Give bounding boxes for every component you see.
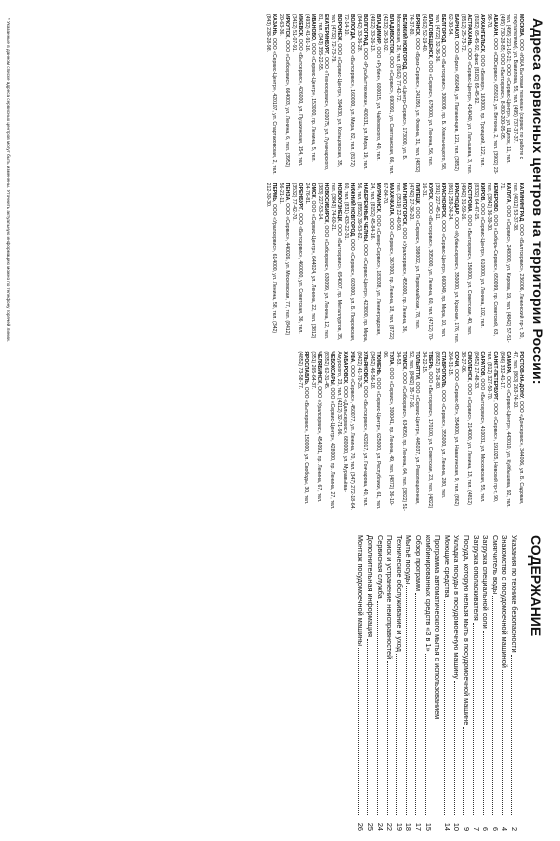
contents-item-page: 6 bbox=[481, 826, 491, 831]
service-address: ООО «Сервис-Центр», 610000, ул. Ленина, 102, тел. (8332) 64-47-15. bbox=[472, 182, 485, 328]
contents-item-label: Загрузка ополаскивателя bbox=[471, 535, 481, 621]
service-address: ООО «Сервис-Центр», 660049, пр. Мира, 10, тел. (391) 227-45-11. bbox=[433, 182, 446, 338]
contents-item[interactable] bbox=[375, 535, 384, 831]
service-center-entry: ПЕРМЬ, ООО «Уралсервис», 614000, ул. Ленина, 58, тел. (342) 212-30-30. bbox=[264, 182, 277, 334]
service-city: ЯРОСЛАВЛЬ bbox=[303, 351, 310, 384]
service-address: ООО «Бытсервис», 308009, пр. Б. Хмельницкого, 58, тел. (4722) 32-36-36. bbox=[433, 14, 446, 171]
service-city: КИРОВ bbox=[479, 182, 485, 201]
service-center-entry: УФА, ООО «Сервис», 450077, ул. Ленина, 70, тел. (347) 272-18-64. bbox=[349, 351, 355, 510]
contents-item[interactable] bbox=[471, 535, 480, 831]
contents-leader-dots bbox=[377, 601, 378, 815]
service-center-entry: ЧЕБОКСАРЫ, ООО «Сервис-Центр», 428000, пр. Ленина, 27, тел. (8352) 62-31-45. bbox=[323, 351, 336, 510]
service-address: ООО «Сервис-Центр», 625000, ул. Республики, 61, тел. (3452) 46-56-18. bbox=[368, 351, 381, 510]
service-city: СМОЛЕНСК bbox=[466, 351, 472, 381]
service-center-entry: КАЗАНЬ, ООО «Сервис-Центр», 420107, ул. Спартаковская, 2, тел. (843) 238-28-98. bbox=[264, 14, 277, 175]
service-center-entry: САМАРА, ООО «Сервис-Центр», 443010, ул. Куйбышева, 92, тел. (846) 332-41-17. bbox=[498, 351, 511, 508]
service-address: ООО «Дальсервис», 680000, ул. Муравьёва-Амурского, 23, тел. (4212) 32-71-96. bbox=[336, 351, 349, 492]
contents-leader-dots bbox=[454, 681, 455, 815]
service-address: ООО «Бытсервис», 305000, ул. Ленина, 60, тел. (4712) 70-16-31. bbox=[420, 182, 433, 341]
service-center-entry: КРАСНОДАР, ООО «Кубаньсервис», 350000, ул. Красная, 176, тел. (861) 259-24-24. bbox=[446, 182, 459, 344]
service-center-entry: КУРСК, ООО «Бытсервис», 305000, ул. Ленина, 60, тел. (4712) 70-16-31. bbox=[420, 182, 433, 341]
service-address: ООО «Сервис-Центр», 394030, ул. Кольцовская, 35, тел. (4732) 72-73-79. bbox=[329, 14, 342, 167]
service-address: ООО «Сервис-Центр», 445037, ул. Революционная, 52, тел. (8482) 35-77-16. bbox=[407, 351, 420, 505]
service-center-entry: ВЛАДИМИР, ООО «Рубин», 600015, ул. Чайковского, 40, тел. (4922) 33-26-13. bbox=[368, 14, 381, 161]
service-center-entry: МАХАЧКАЛА, ООО «Сервис», 367000, пр. Ленина, 18, тел. (8722) 67-84-70. bbox=[381, 182, 394, 340]
contents-list bbox=[356, 535, 518, 831]
contents-item[interactable] bbox=[500, 535, 509, 831]
service-center-entry: ТУЛА, ООО «Сервис», 300041, пр. Ленина, 49, тел. (4872) 36-10-06. bbox=[381, 351, 394, 506]
contents-item[interactable] bbox=[394, 535, 403, 831]
service-city: ВЛАДИВОСТОК bbox=[388, 14, 394, 54]
contents-item-label: Мытьё посуды bbox=[404, 535, 414, 585]
service-address: ООО «Сервис-Центр», 644024, ул. Ленина, 22, тел. (3812) 24-76-81. bbox=[303, 182, 316, 339]
service-city: МУРМАНСК bbox=[375, 182, 381, 212]
service-address: ООО «СВСервис», 655012, ул. Вяткина, 2, тел. (3902) 23-98-70. bbox=[485, 14, 498, 175]
service-city: ВЛАДИМИР bbox=[375, 14, 381, 44]
contents-item[interactable] bbox=[509, 535, 518, 831]
service-address: ООО «Балтсервис», 236006, Ленинский пр-т, 30, тел. (4012) 53-37-38. bbox=[511, 182, 524, 339]
service-center-entry: ТОМСК, ООО «Сибсервис», 634050, пр. Ленина, 64, тел. (3822) 51-34-53. bbox=[394, 351, 407, 511]
contents-item-page: 14 bbox=[442, 822, 452, 831]
service-city: АСТРАХАНЬ bbox=[466, 14, 472, 46]
service-center-entry: АСТРАХАНЬ, ООО «Сервис-Центр», 414040, ул. Латышева, 3, тел. (8512) 25-73-72. bbox=[459, 14, 472, 174]
service-address: ООО «Сервис-Центр», 428000, пр. Ленина, 27, тел. (8352) 62-31-45. bbox=[323, 351, 336, 510]
service-center-entry: КАЛУГА, ООО «Сервис», 248000, ул. Кирова, 19, тел. (4842) 57-51-71. bbox=[498, 182, 511, 343]
service-address: ООО «Сибсервис», 634050, пр. Ленина, 64, тел. (3822) 51-34-53. bbox=[394, 351, 407, 511]
contents-item[interactable] bbox=[433, 535, 442, 831]
service-city: ИВАНОВО bbox=[310, 14, 316, 40]
service-city: КУРСК bbox=[427, 182, 433, 200]
service-city: РОСТОВ-НА-ДОНУ bbox=[518, 351, 524, 399]
service-center-entry: БЛАГОВЕЩЕНСК, ООО «Сервис», 675000, ул. Ленина, 56, тел. (4162) 52-19-40. bbox=[420, 14, 433, 166]
service-centers-section bbox=[6, 14, 546, 512]
service-address: ООО «Сервис», 690091, ул. Светланская, 66, тел. (4232) 26-30-02. bbox=[381, 14, 394, 175]
service-city: ВОЛГОГРАД bbox=[362, 14, 368, 46]
contents-item-label: Моющие средства bbox=[442, 535, 452, 598]
contents-item[interactable] bbox=[452, 535, 461, 831]
contents-item[interactable] bbox=[366, 535, 375, 831]
contents-leader-dots bbox=[473, 623, 474, 815]
service-center-entry: ЕКАТЕРИНБУРГ, ООО «Техносервис», 620075, ул. Луначарского, 81, тел. (343) 355-22-55. bbox=[316, 14, 329, 171]
contents-leader-dots bbox=[511, 655, 512, 815]
service-center-entry: ХАБАРОВСК, ООО «Дальсервис», 680000, ул. Муравьёва-Амурского, 23, тел. (4212) 32-71-96. bbox=[336, 351, 349, 492]
contents-item-page: 25 bbox=[366, 822, 376, 831]
service-center-entry: СОЧИ, ООО «Сервис-Юг», 354000, ул. Навагинская, 9, тел. (862) 264-31-15. bbox=[446, 351, 459, 507]
service-address: ООО «Бытсервис», 460000, ул. Советская, 36, тел. (3532) 77-42-70. bbox=[290, 182, 303, 334]
service-city: КРАСНОЯРСК bbox=[440, 182, 446, 218]
service-center-entry: САНКТ-ПЕТЕРБУРГ, ООО «Сервис», 191025, Невский пр-т, 90, тел. (812) 327-50-70. bbox=[485, 351, 498, 503]
service-address: ООО «Бриз-Сервис», 241050, ул. Фокина, 31, тел. (4832) 74-37-80. bbox=[407, 14, 420, 173]
service-address: ООО «Сервис», 214000, ул. Ленина, 13, тел. (4812) 38-27-06. bbox=[459, 351, 472, 505]
service-center-entry: КИРОВ, ООО «Сервис-Центр», 610000, ул. Ленина, 102, тел. (8332) 64-47-15. bbox=[472, 182, 485, 328]
service-address: ООО «Бриз», 656049, ул. Папанинцев, 121, тел. (3852) 62-30-54. bbox=[446, 14, 459, 171]
service-city: НОВОСИБИРСК bbox=[323, 182, 329, 223]
service-city: ТЮМЕНЬ bbox=[375, 351, 381, 375]
service-center-entry: ВОЛОГДА, ООО «Бытсервис», 160000, ул. Мира, 82, тел. (8172) 72-14-10. bbox=[342, 14, 355, 167]
contents-item[interactable] bbox=[404, 535, 413, 831]
service-city: ОМСК bbox=[310, 182, 316, 198]
contents-leader-dots bbox=[406, 586, 407, 815]
service-city: САРАТОВ bbox=[479, 351, 485, 376]
service-city: КОСТРОМА bbox=[466, 182, 472, 212]
service-city: ВОЛОГДА bbox=[349, 14, 355, 39]
service-city: ЕКАТЕРИНБУРГ bbox=[323, 14, 329, 55]
service-city: САМАРА bbox=[505, 351, 511, 374]
contents-leader-dots bbox=[387, 661, 388, 815]
service-address: ООО «Сервис-Центр», 153000, пр. Ленина, 5, тел. (4932) 41-91-16. bbox=[303, 14, 316, 162]
contents-item-label: комбинированных средств «3 в 1» bbox=[423, 535, 433, 652]
service-center-entry: КОСТРОМА, ООО «Бытсервис», 156000, ул. Советская, 40, тел. (4942) 31-59-16. bbox=[459, 182, 472, 336]
service-address: ООО «Беккер», 163000, пр. Троицкий, 122, тел. (8182) 65-45-92, факс (8182) 65-45-92. bbox=[472, 14, 485, 167]
service-center-entry: СМОЛЕНСК, ООО «Сервис», 214000, ул. Ленина, 13, тел. (4812) 38-27-06. bbox=[459, 351, 472, 505]
service-center-entry: НИЖНИЙ НОВГОРОД, ООО «Сервис», 603000, ул. Б. Покровская, 60, тел. (831) 433-22-31. bbox=[342, 182, 355, 342]
contents-item-page: 15 bbox=[423, 822, 433, 831]
contents-leader-dots bbox=[463, 727, 464, 815]
contents-item-label: Техническое обслуживание и уход bbox=[394, 535, 404, 652]
contents-leader-dots bbox=[502, 670, 503, 815]
service-city: МОСКВА bbox=[518, 14, 524, 37]
service-center-entry: ИВАНОВО, ООО «Сервис-Центр», 153000, пр. Ленина, 5, тел. (4932) 41-91-16. bbox=[303, 14, 316, 162]
service-city: ПЕНЗА bbox=[284, 182, 290, 201]
service-center-entry: ИЖЕВСК, ООО «Бытсервис», 426000, ул. Пушкинская, 154, тел. (3412) 51-07-91. bbox=[290, 14, 303, 167]
service-address: тел. (495) 221-16-21; ООО «Сервис-Центр», ул. Щипок, 11, тел. (495) 730-28-85; ООО «Бытсервис», 8-800-200-05-05. bbox=[498, 14, 511, 164]
contents-item-page: 18 bbox=[404, 822, 414, 831]
service-city: ЧЕБОКСАРЫ bbox=[329, 351, 336, 385]
service-center-entry: ВЛАДИВОСТОК, ООО «Сервис», 690091, ул. Светланская, 66, тел. (4232) 26-30-02. bbox=[381, 14, 394, 175]
service-address: ООО «Центр-Сервис», 173000, ул. Б. Московская, 26, тел. (8162) 77-42-72. bbox=[394, 14, 407, 161]
service-address: ООО «Уралсервис», 614000, ул. Ленина, 58, тел. (342) 212-30-30. bbox=[264, 182, 277, 334]
service-address: ООО «ЮКА Бытовая техника» (сервис по работе с покупателями), ул. Вавилова, 55, тел. (495) 737-37-37. bbox=[511, 14, 524, 160]
service-city: БЕЛГОРОД bbox=[440, 14, 446, 43]
contents-item-label: Сервисная служба bbox=[375, 535, 385, 599]
service-city: УФА bbox=[349, 351, 355, 363]
service-center-entry: БАРНАУЛ, ООО «Бриз», 656049, ул. Папанинцев, 121, тел. (3852) 62-30-54. bbox=[446, 14, 459, 171]
service-center-entry: НОВОКУЗНЕЦК, ООО «Бытсервис», 654007, пр. Металлургов, 35, тел. (3843) 74-60-21. bbox=[329, 182, 342, 341]
service-city: ЛИПЕЦК bbox=[414, 182, 420, 204]
service-address: ООО «Сервис», 440026, ул. Московская, 77, тел. (8412) 56-21-11. bbox=[277, 182, 290, 336]
service-city: БЛАГОВЕЩЕНСК bbox=[427, 14, 433, 58]
service-address: ООО «Сервис», 355000, ул. Ленина, 280, тел. (8652) 35-26-80. bbox=[433, 351, 446, 499]
service-center-entry: ЛИПЕЦК, ООО «Сервис», 398002, ул. Первомайская, 78, тел. (4742) 27-36-20. bbox=[407, 182, 420, 330]
contents-item-label: Укладка посуды в посудомоечную машину bbox=[452, 535, 462, 680]
service-center-entry: НОВОСИБИРСК, ООО «Сибсервис», 630099, ул. Ленина, 12, тел. (383) 227-53-14. bbox=[316, 182, 329, 340]
contents-title: СОДЕРЖАНИЕ bbox=[528, 535, 544, 637]
service-center-entry: АБАКАН, ООО «СВСервис», 655012, ул. Вяткина, 2, тел. (3902) 23-98-70. bbox=[485, 14, 498, 175]
contents-item-page: 19 bbox=[394, 822, 404, 831]
service-address: ООО «Уралсервис», 455000, пр. Ленина, 36, тел. (3519) 22-40-50. bbox=[394, 182, 407, 333]
service-center-entry: КАЛИНИНГРАД, ООО «Балтсервис», 236006, Ленинский пр-т, 30, тел. (4012) 53-37-38. bbox=[511, 182, 524, 339]
service-center-entry: НАБЕРЕЖНЫЕ ЧЕЛНЫ, ООО «Сервис-Центр», 423800, пр. Мира, 56, тел. (8552) 39-53-82. bbox=[355, 182, 368, 342]
contents-item[interactable] bbox=[385, 535, 394, 831]
contents-item-page: 24 bbox=[375, 822, 385, 831]
contents-item-label: Программа автоматического мытья с использованием bbox=[433, 535, 443, 720]
service-address: ООО «Сервис», 367000, пр. Ленина, 18, тел. (8722) 67-84-70. bbox=[381, 182, 394, 340]
contents-item-label: Знакомство с посудомоечной машиной bbox=[500, 535, 510, 668]
contents-item-page: 10 bbox=[452, 822, 462, 831]
service-address: ООО «Сервис», 675000, ул. Ленина, 56, тел. (4162) 52-19-40. bbox=[420, 14, 433, 166]
contents-item[interactable] bbox=[413, 535, 422, 831]
service-center-entry: ОРЕНБУРГ, ООО «Бытсервис», 460000, ул. Советская, 36, тел. (3532) 77-42-70. bbox=[290, 182, 303, 334]
contents-item[interactable] bbox=[442, 535, 451, 831]
service-address: ООО «Кубаньсервис», 350000, ул. Красная, 176, тел. (861) 259-24-24. bbox=[446, 182, 459, 344]
contents-item-page: 7 bbox=[471, 826, 481, 831]
service-center-entry: БЕЛГОРОД, ООО «Бытсервис», 308009, пр. Б. Хмельницкого, 58, тел. (4722) 32-36-36. bbox=[433, 14, 446, 171]
service-center-entry: УЛЬЯНОВСК, ООО «Бытсервис», 432017, ул. Гончарова, 40, тел. (8422) 41-70-25. bbox=[355, 351, 368, 507]
contents-item-page: 4 bbox=[500, 826, 510, 831]
service-city: БАРНАУЛ bbox=[453, 14, 459, 39]
service-center-entry: САРАТОВ, ООО «Бытсервис», 410031, ул. Московская, 55, тел. (8452) 27-48-33. bbox=[472, 351, 485, 503]
service-center-entry: СТАВРОПОЛЬ, ООО «Сервис», 355000, ул. Ленина, 280, тел. (8652) 35-26-80. bbox=[433, 351, 446, 499]
service-center-entry: ИРКУТСК, ООО «Сибсервис», 664003, ул. Ленина, 6, тел. (3952) 20-63-36. bbox=[277, 14, 290, 168]
service-center-entry: АРХАНГЕЛЬСК, ООО «Беккер», 163000, пр. Троицкий, 122, тел. (8182) 65-45-92, факс (8182) 65-45-92. bbox=[472, 14, 485, 167]
service-center-entry: ЯРОСЛАВЛЬ, ООО «Бытсервис», 150000, ул. Свободы, 30, тел. (4852) 73-58-77. bbox=[297, 351, 310, 505]
contents-item-label: Обзор программ bbox=[414, 535, 424, 591]
service-city: НАБЕРЕЖНЫЕ ЧЕЛНЫ bbox=[362, 182, 368, 242]
service-center-entry: ЧЕЛЯБИНСК, ООО «Уралсервис», 454091, пр. Ленина, 67, тел. (351) 265-64-37. bbox=[310, 351, 323, 503]
service-address: ООО «Сибсервис», 630099, ул. Ленина, 12, тел. (383) 227-53-14. bbox=[316, 182, 329, 340]
service-center-entry bbox=[499, 14, 511, 175]
service-center-entry: РОСТОВ-НА-ДОНУ, ООО «Донсервис», 344006, ул. Б. Садовая, 47, тел. (863) 263-74-10. bbox=[511, 351, 524, 505]
contents-leader-dots bbox=[492, 596, 493, 815]
service-address: ООО «Сервис-Юг», 354000, ул. Навагинская, 9, тел. (862) 264-31-15. bbox=[446, 351, 459, 507]
service-address: ООО «Техносервис», 620075, ул. Луначарского, 81, тел. (343) 355-22-55. bbox=[316, 14, 329, 171]
service-city: НОВОКУЗНЕЦК bbox=[336, 182, 342, 222]
service-address: ООО «Бытсервис», 432017, ул. Гончарова, 40, тел. (8422) 41-70-25. bbox=[355, 351, 368, 507]
service-city: ИЖЕВСК bbox=[297, 14, 303, 36]
service-center-entry: ТВЕРЬ, ООО «Бытсервис», 170100, ул. Советская, 23, тел. (4822) 34-22-15. bbox=[420, 351, 433, 509]
contents-leader-dots bbox=[444, 600, 445, 815]
service-city: СТАВРОПОЛЬ bbox=[440, 351, 446, 388]
contents-item-label: Поиск и устранение неисправностей bbox=[385, 535, 395, 660]
service-address: ООО «Сервис», 450077, ул. Ленина, 70, тел. (347) 272-18-64. bbox=[349, 365, 355, 510]
contents-item-label: Указания по технике безопасности bbox=[510, 535, 519, 653]
service-address: ООО «Сервис», 248000, ул. Кирова, 19, тел. (4842) 57-51-71. bbox=[498, 182, 511, 343]
service-city: КРАСНОДАР bbox=[453, 182, 459, 215]
service-center-entry: ОМСК, ООО «Сервис-Центр», 644024, ул. Ленина, 22, тел. (3812) 24-76-81. bbox=[303, 182, 316, 339]
service-address: ООО «Сервис-Центр», 420107, ул. Спартаковская, 2, тел. (843) 238-28-98. bbox=[264, 14, 277, 175]
contents-item-page: 22 bbox=[385, 822, 395, 831]
service-address: ООО «Сибирь-Сервис», 650099, пр. Советский, 63, тел. (3842) 36-39-30. bbox=[485, 182, 498, 336]
service-column-3 bbox=[29, 351, 524, 512]
service-centers-columns bbox=[29, 14, 524, 512]
service-city: КЕМЕРОВО bbox=[492, 182, 498, 212]
contents-leader-dots bbox=[425, 654, 426, 816]
service-address: ООО «Уралсервис», 454091, пр. Ленина, 67, тел. (351) 265-64-37. bbox=[310, 351, 323, 503]
service-city: БРЯНСК bbox=[414, 14, 420, 36]
service-address: ООО «Сервис», 300041, пр. Ленина, 49, тел. (4872) 36-10-06. bbox=[381, 351, 394, 506]
service-address: ООО «Бытсервис», 156000, ул. Советская, 40, тел. (4942) 31-59-16. bbox=[459, 182, 472, 336]
contents-item[interactable] bbox=[461, 535, 470, 831]
service-city: ОРЕНБУРГ bbox=[297, 182, 303, 211]
contents-item-label: Загрузка специальной соли bbox=[481, 535, 491, 629]
service-city: МАГНИТОГОРСК bbox=[401, 182, 407, 225]
service-city: КАЛУГА bbox=[505, 182, 511, 203]
service-address: ООО «Бытсервис», 160000, ул. Мира, 82, тел. (8172) 72-14-10. bbox=[342, 14, 355, 167]
contents-item-label: Монтаж посудомоечной машины bbox=[356, 535, 366, 647]
service-city: ВОРОНЕЖ bbox=[336, 14, 342, 41]
service-city: КАЛИНИНГРАД bbox=[518, 182, 524, 222]
contents-leader-dots bbox=[358, 648, 359, 815]
contents-item-page: 6 bbox=[490, 826, 500, 831]
service-column-2 bbox=[29, 183, 524, 344]
contents-item[interactable] bbox=[356, 535, 365, 831]
service-city: ТВЕРЬ bbox=[427, 351, 433, 369]
service-address: ООО «Русьбыттехника», 400131, ул. Мира, 19, тел. (8442) 33-36-28. bbox=[355, 14, 368, 170]
service-city: ЧЕЛЯБИНСК bbox=[316, 351, 323, 384]
service-city: ВЕЛИКИЙ НОВГОРОД bbox=[401, 14, 407, 70]
service-center-entry: МАГНИТОГОРСК, ООО «Уралсервис», 455000, пр. Ленина, 36, тел. (3519) 22-40-50. bbox=[394, 182, 407, 333]
service-column-1 bbox=[29, 14, 524, 175]
service-city: ТОМСК bbox=[401, 351, 407, 370]
contents-item[interactable] bbox=[490, 535, 499, 831]
service-address: ООО «Сибсервис», 664003, ул. Ленина, 6, тел. (3952) 20-63-36. bbox=[277, 14, 290, 168]
service-city: НИЖНИЙ НОВГОРОД bbox=[349, 182, 355, 236]
service-center-entry: ВОЛГОГРАД, ООО «Русьбыттехника», 400131, ул. Мира, 19, тел. (8442) 33-36-28. bbox=[355, 14, 368, 170]
service-centers-title: Адреса сервисных центров на территории России: bbox=[530, 18, 546, 385]
service-center-entry: КРАСНОЯРСК, ООО «Сервис-Центр», 660049, пр. Мира, 10, тел. (391) 227-45-11. bbox=[433, 182, 446, 338]
service-city: МАХАЧКАЛА bbox=[388, 182, 394, 215]
contents-leader-dots bbox=[396, 654, 397, 815]
contents-leader-dots bbox=[483, 631, 484, 815]
service-city: САНКТ-ПЕТЕРБУРГ bbox=[492, 351, 498, 401]
contents-item[interactable] bbox=[481, 535, 490, 831]
service-address: ООО «Бытсервис», 150000, ул. Свободы, 30, тел. (4852) 73-58-77. bbox=[297, 351, 310, 505]
contents-leader-dots bbox=[415, 593, 416, 815]
service-city: ТОЛЬЯТТИ bbox=[414, 351, 420, 379]
contents-section bbox=[14, 535, 544, 831]
service-address: ООО «Север-Сервис», 183038, ул. Ленинградская, 24, тел. (8152) 45-84-16. bbox=[368, 182, 381, 336]
service-city: ИРКУТСК bbox=[284, 14, 290, 38]
contents-item-page: 9 bbox=[462, 826, 472, 831]
service-city: АРХАНГЕЛЬСК bbox=[479, 14, 485, 52]
service-center-entry: ПЕНЗА, ООО «Сервис», 440026, ул. Московская, 77, тел. (8412) 56-21-11. bbox=[277, 182, 290, 336]
service-city: КАЗАНЬ bbox=[271, 14, 277, 35]
service-center-entry: КЕМЕРОВО, ООО «Сибирь-Сервис», 650099, пр. Советский, 63, тел. (3842) 36-39-30. bbox=[485, 182, 498, 336]
service-city: ТУЛА bbox=[388, 351, 394, 365]
service-address: ООО «Сервис-Центр», 414040, ул. Латышева, 3, тел. (8512) 25-73-72. bbox=[459, 14, 472, 174]
service-center-entry: МОСКВА, ООО «ЮКА Бытовая техника» (сервис по работе с покупателями), ул. Вавилова, 55, тел. (495) 737-37-37. bbox=[511, 14, 524, 160]
service-center-entry: ТОЛЬЯТТИ, ООО «Сервис-Центр», 445037, ул. Революционная, 52, тел. (8482) 35-77-16. bbox=[407, 351, 420, 505]
service-footnote: * Указанные в данном списке адреса сервисных центров могут быть изменены. Уточнить актуальную информацию можно по телефону горячей линии. bbox=[6, 18, 11, 342]
service-city: ПЕРМЬ bbox=[271, 182, 277, 201]
contents-item-label: Посуда, которую нельзя мыть в посудомоечной машине bbox=[462, 535, 472, 726]
service-city: ХАБАРОВСК bbox=[342, 351, 349, 384]
service-address: ООО «Рубин», 600015, ул. Чайковского, 40, тел. (4922) 33-26-13. bbox=[368, 14, 381, 161]
service-center-entry: ВОРОНЕЖ, ООО «Сервис-Центр», 394030, ул. Кольцовская, 35, тел. (4732) 72-73-79. bbox=[329, 14, 342, 167]
service-center-entry: МУРМАНСК, ООО «Север-Сервис», 183038, ул. Ленинградская, 24, тел. (8152) 45-84-16. bbox=[368, 182, 381, 336]
service-address: ООО «Сервис-Центр», 423800, пр. Мира, 56, тел. (8552) 39-53-82. bbox=[355, 182, 368, 342]
service-address: ООО «Донсервис», 344006, ул. Б. Садовая, 47, тел. (863) 263-74-10. bbox=[511, 351, 524, 505]
service-city: СОЧИ bbox=[453, 351, 459, 367]
service-address: ООО «Бытсервис», 410031, ул. Московская, 55, тел. (8452) 27-48-33. bbox=[472, 351, 485, 503]
service-address: ООО «Сервис», 398002, ул. Первомайская, 78, тел. (4742) 27-36-20. bbox=[407, 182, 420, 330]
contents-item-label: Смягчитель воды bbox=[490, 535, 500, 595]
contents-item[interactable] bbox=[423, 535, 432, 831]
service-address: ООО «Сервис», 191025, Невский пр-т, 90, тел. (812) 327-50-70. bbox=[485, 351, 498, 503]
service-center-entry: ВЕЛИКИЙ НОВГОРОД, ООО «Центр-Сервис», 173000, ул. Б. Московская, 26, тел. (8162) 77-42-72. bbox=[394, 14, 407, 161]
service-city: УЛЬЯНОВСК bbox=[362, 351, 368, 383]
contents-item-page: 2 bbox=[510, 826, 519, 831]
contents-item-label: Дополнительная информация bbox=[366, 535, 376, 638]
service-city: АБАКАН bbox=[492, 14, 498, 36]
contents-leader-dots bbox=[368, 639, 369, 815]
service-center-entry: ТЮМЕНЬ, ООО «Сервис-Центр», 625000, ул. Республики, 61, тел. (3452) 46-56-18. bbox=[368, 351, 381, 510]
contents-item-page: 17 bbox=[414, 822, 424, 831]
contents-item-page: 26 bbox=[356, 822, 366, 831]
service-center-entry: БРЯНСК, ООО «Бриз-Сервис», 241050, ул. Фокина, 31, тел. (4832) 74-37-80. bbox=[407, 14, 420, 173]
service-address: ООО «Сервис», 603000, ул. Б. Покровская, 60, тел. (831) 433-22-31. bbox=[342, 182, 355, 342]
service-address: ООО «Бытсервис», 654007, пр. Металлургов, 35, тел. (3843) 74-60-21. bbox=[329, 182, 342, 341]
service-address: ООО «Бытсервис», 170100, ул. Советская, 23, тел. (4822) 34-22-15. bbox=[420, 351, 433, 509]
service-address: ООО «Бытсервис», 426000, ул. Пушкинская, 154, тел. (3412) 51-07-91. bbox=[290, 14, 303, 167]
service-address: ООО «Сервис-Центр», 443010, ул. Куйбышева, 92, тел. (846) 332-41-17. bbox=[498, 351, 511, 508]
